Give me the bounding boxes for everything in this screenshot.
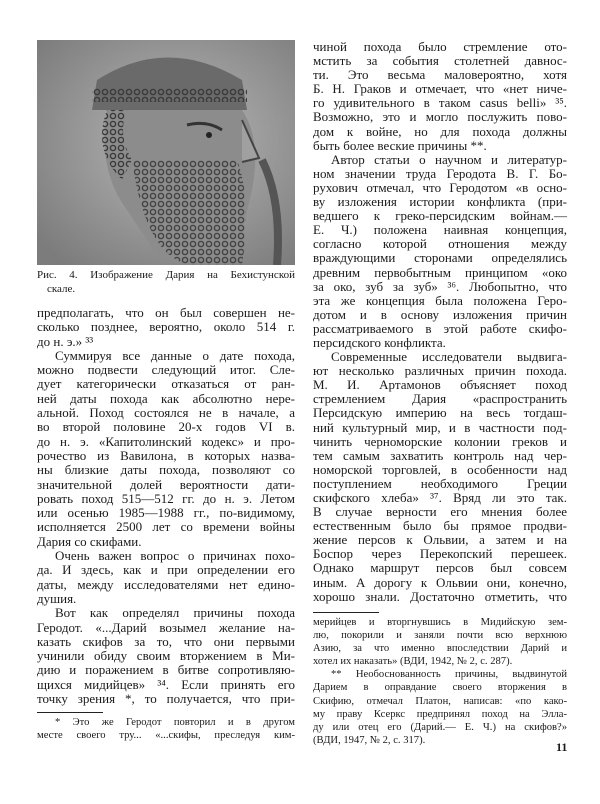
text-line: Б. Н. Граков и отмечает, что «нет ниче- (313, 81, 567, 97)
footnote-line: хотел их наказать» (ВДИ, 1942, № 2, с. 287). (313, 656, 513, 668)
page-number: 11 (556, 740, 568, 754)
text-line: да. И здесь, как и при определении его (37, 562, 295, 578)
text-line: эта же концепция была положена Геро- (313, 292, 567, 308)
text-line: В случае верности его мнения более (313, 504, 567, 520)
paragraph (37, 306, 295, 349)
footnote-line: месте своего тру... «...скифы, преследуя ким- (37, 730, 295, 742)
footnote-divider (313, 612, 379, 613)
relief-image-icon (37, 40, 295, 265)
footnote-line: Дарием в оправдание своего вторжения в (313, 682, 567, 694)
text-line: ровать поход 515—512 гг. до н. э. Летом (37, 490, 295, 506)
text-line: дию и поражением в битве сопротивляю- (37, 662, 295, 678)
text-line: душия. (37, 590, 77, 606)
paragraph (313, 40, 567, 153)
footnote-line: * Это же Геродот повторил и в другом (55, 717, 295, 728)
footnote-divider (37, 712, 103, 713)
text-line: дом к войне, но для похода должны (313, 123, 567, 139)
text-line: ном значении труда Геродота В. Г. Бо- (313, 165, 567, 181)
text-line: Автор статьи о научном и литератур- (331, 151, 567, 167)
text-line: М. И. Артамонов объясняет поход (313, 377, 567, 393)
left-text-column (37, 306, 295, 706)
text-line: за око, зуб за зуб» ³⁶. Любопытно, что (313, 278, 567, 294)
text-line: ней даты похода как абсолютно нере- (37, 390, 295, 406)
text-line: казать скифов за то, что они первыми (37, 633, 295, 649)
text-line: предполагать, что он был совершен не- (37, 305, 295, 320)
paragraph (313, 153, 567, 350)
text-line: или осенью 1985—1988 гг., по-видимому, (37, 505, 295, 521)
text-line: во второй половине 20-х годов VI в. (37, 419, 295, 435)
footnote-line: лю, покорили и заняли почти всю верхнюю (313, 630, 567, 642)
text-line: стремлением Дария «распространить (313, 391, 567, 407)
text-line: согласно которой отношения между (313, 236, 567, 252)
figure-caption (37, 268, 295, 297)
text-line: ву изложения истории конфликта (при- (313, 194, 567, 210)
text-line: жение персов к Ольвии, а затем и на (313, 532, 567, 548)
text-line: Однако маршрут персов был совсем (313, 560, 567, 576)
text-line: ны близкие даты похода, позволяют со (37, 462, 295, 478)
darius-relief-photo (37, 40, 295, 265)
text-line: щихся мидийцев» ³⁴. Если принять его (37, 676, 295, 692)
footnote-line: Азию, за что именно впоследствии Дарий и (313, 643, 567, 655)
text-line: сколько позднее, вероятно, около 514 г. (37, 319, 295, 335)
text-line: до н. э. «Капитолинский кодекс» и про- (37, 433, 295, 449)
text-line: номорской торговлей, в особенности над (313, 461, 567, 477)
right-text-column (313, 40, 567, 604)
caption-line: скале. (47, 283, 76, 296)
text-line: Вот как определял причины похода (55, 605, 295, 621)
text-line: ют несколько различных причин похода. (313, 363, 567, 379)
footnote-line: Скифию, отмечал Платон, написав: «по како- (313, 695, 567, 707)
text-line: Боспор через Перекопский перешеек. (313, 546, 567, 562)
paragraph (313, 350, 567, 604)
text-line: рухович отмечал, что Геродотом «в осно- (313, 179, 567, 195)
text-line: Современные исследователи выдвига- (331, 349, 567, 365)
right-footnotes (313, 616, 567, 747)
text-line: дует категорически отказаться от ран- (37, 376, 295, 392)
text-line: дотом и в основу изложения причин (313, 306, 567, 322)
text-line: Персидскую империю на весь тогдаш- (313, 405, 567, 421)
text-line: альной. Поход состоялся не в начале, а (37, 405, 295, 421)
text-line: ний культурный мир, и в частности под- (313, 419, 567, 435)
text-line: исполняется 2500 лет со времени войны (37, 519, 295, 535)
text-line: Е. Ч.) положена наивная концепция, (313, 222, 567, 238)
footnote-line: (ВДИ, 1947, № 2, с. 317). (313, 734, 426, 746)
text-line: скифского хлеба» ³⁷. Вряд ли это так. (313, 490, 567, 505)
left-footnotes (37, 716, 295, 742)
text-line: хорошо знали. Достаточно отметить, что (313, 588, 567, 604)
text-line: значительной долей вероятности дати- (37, 476, 295, 492)
footnote-line: ду или отец его (Дарий.— Е. Ч.) на скифов?» (313, 721, 567, 733)
text-line: рассматриваемого в этой работе скифо- (313, 320, 567, 336)
text-line: чинить черноморские колонии греков и (313, 433, 567, 449)
footnote-line: му праву Ксеркс предпринял поход на Элла- (313, 708, 567, 720)
text-line: Суммируя все данные о дате похода, (55, 347, 295, 363)
footnote-line: ** Необоснованность причины, выдвинутой (331, 669, 567, 681)
text-line: Возможно, это и могло послужить пово- (313, 109, 567, 125)
text-line: точку зрения *, то получается, что при- (37, 691, 295, 707)
text-line: Дария со скифами. (37, 533, 142, 549)
text-line: персидского конфликта. (313, 334, 446, 350)
text-line: враждующими сторонами определялись (313, 250, 567, 266)
text-line: тем самым захватить контроль над чер- (313, 447, 567, 463)
footnote-line: мерийцев и вторгнувшись в Мидийскую зем- (313, 617, 567, 628)
paragraph (37, 349, 295, 549)
text-line: быть более веские причины **. (313, 137, 487, 153)
caption-line: Рис. 4. Изображение Дария на Бехистунской (37, 269, 295, 281)
text-line: чиной похода было стремление ото- (313, 39, 567, 54)
text-line: Очень важен вопрос о причинах похо- (55, 548, 295, 564)
text-line: ведшего к греко-персидским войнам.— (313, 208, 567, 224)
text-line: иным. А дорогу к Ольвии они, конечно, (313, 574, 567, 590)
text-line: рочество из Вавилона, в которых назва- (37, 447, 295, 463)
text-line: го удивительного в таком casus belli» ³⁵. (313, 95, 567, 111)
paragraph (37, 606, 295, 706)
text-line: мстить за события столетней давнос- (313, 53, 567, 69)
text-line: Геродот. «...Дарий возымел желание на- (37, 619, 295, 635)
text-line: ти. Это весьма маловероятно, хотя (313, 67, 567, 83)
text-line: даты, между исследователями нет едино- (37, 576, 295, 592)
paragraph (37, 549, 295, 606)
text-line: учинили обиду своим вторжением в Ми- (37, 648, 295, 664)
text-line: поступлением необходимого Греции (313, 475, 567, 491)
text-line: естественным было бы прямое продви- (313, 518, 567, 534)
text-line: можно подвести следующий итог. Сле- (37, 362, 295, 378)
text-line: древним первобытным принципом «око (313, 264, 567, 280)
text-line: до н. э.» ³³ (37, 333, 94, 349)
